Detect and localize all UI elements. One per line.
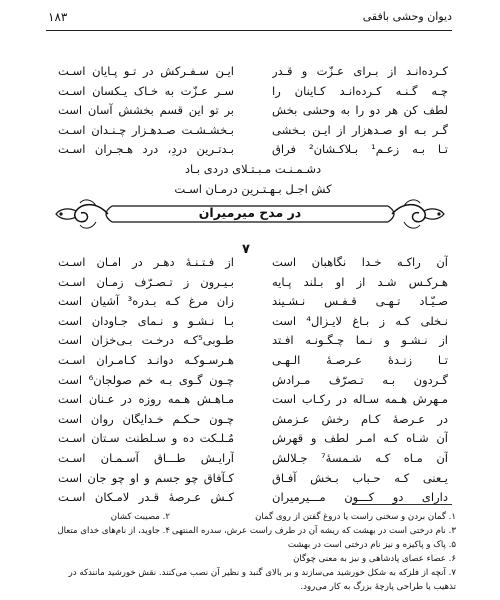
verse-row (58, 312, 448, 332)
hemistich-right: نـخلی کـه ز بـاغ لایـزال⁴ است (272, 313, 448, 328)
closing-hemistich: دشـمـنـت مـبـتـلای دردی بـاد (184, 161, 322, 176)
verse-row (58, 390, 448, 410)
footnote: ۶. عصاء عصای پادشاهی و نیز به معنی چوگان (293, 554, 456, 564)
verse-row (58, 253, 448, 273)
verse-row (58, 410, 448, 430)
verse-row (58, 121, 448, 141)
verse-row (58, 292, 448, 312)
hemistich-right: صـیّـاد تـهـی قـفـس نـشـیند (272, 294, 448, 309)
footnote: ۵. پاک و پاکیزه و نیز نام درختی است در بهشت (287, 540, 456, 550)
hemistich-right: تـا بـه زعـم¹ بـلاکـشان² فراق (272, 142, 448, 157)
section-banner (52, 197, 448, 231)
hemistich-right: لطف کن هر دو را به وحشی بخش (272, 103, 448, 118)
footnote: ۴. جاوید، از نام‌های خدای متعال (57, 526, 170, 536)
verse-row (58, 449, 448, 469)
section-title: در مدح میرمیران (198, 205, 302, 220)
footnote: ۳. نام درختی است در بهشت که ریشه آن در طرف راست عرش، سدره المنتهی (171, 526, 456, 536)
hemistich-left: بـدتـرین دردِ، درد هـجـران اسـت (58, 142, 234, 157)
footnote-row (50, 552, 456, 566)
footnote-long: ۷. آنچه از فلزکه به شکل خورشید می‌سازند و بر بالای گنبد و نظیر آن نصب می‌کنند. نقش خورشید مانندکه در تذهیب یا طراحی پارچهٔ بزرگ به کار می‌رود. (68, 568, 456, 592)
verse-row (58, 371, 448, 391)
verse-row (58, 273, 448, 293)
hemistich-left: بر تو این قسم بخشش آسان است (58, 103, 234, 118)
footnotes (50, 510, 456, 594)
hemistich-left: بـیـرون ز تـصـرّف زمـان اسـت (58, 274, 234, 289)
hemistich-right: آن راکـه خـدا نگاهبان است (272, 255, 448, 269)
hemistich-right: مـهرش هـمه سـاله در رکـاب است (272, 392, 448, 407)
hemistich-left: زان مرغ کـه بـدره³ آشیان است (58, 294, 234, 309)
hemistich-left: چـون حـکـم خـدایگان روان است (58, 411, 234, 426)
footnote-row (50, 524, 456, 538)
hemistich-right: از نـشـو و نـما چـگـونـه افـتد (272, 333, 448, 348)
hemistich-right: آن مـاه کـه شـمسهٔ⁷ جـلالش (272, 450, 448, 465)
hemistich-left: ایـن سـفـرکش در تـو پـایان اسـت (58, 64, 234, 78)
verse-row (58, 82, 448, 102)
hemistich-right: گـر بـه او صـدهزار از ایـن بـخشی (272, 122, 448, 137)
footnote-row (50, 538, 456, 552)
footnote: ۲. مصیبت کشان (110, 512, 170, 522)
hemistich-left: مـاهـش هـمه روزه در عـنان است (58, 392, 234, 407)
footnote-divider (352, 504, 452, 505)
hemistich-left: بـا نـشـو و نـمای جـاودان است (58, 313, 234, 328)
poem-verses (58, 253, 448, 508)
page-number: ۱۸۳ (48, 10, 68, 24)
verse-row (58, 429, 448, 449)
header-divider (46, 30, 452, 31)
verse-row (58, 62, 448, 82)
hemistich-right: هـرکـس شـد از او بـلند پـایه (272, 274, 448, 289)
top-verses (58, 62, 448, 199)
verse-row (58, 351, 448, 371)
verse-row (58, 331, 448, 351)
hemistich-left: کـآفاق چو جسم و او چو جان است (58, 470, 234, 485)
hemistich-left: کـش عـرصهٔ قـدر لامـکان اسـت (58, 490, 234, 505)
hemistich-left: مُـلـکت ده و سـلطنت سـتان اسـت (58, 431, 234, 446)
verse-row (58, 140, 448, 160)
hemistich-right: یـعنی کـه حـباب بـخش آفـاق (272, 470, 448, 485)
verse-row (58, 469, 448, 489)
poem-number: ۷ (242, 242, 250, 257)
closing-hemistich: کش اجـل بـهـتـرین درمـان اسـت (174, 181, 332, 196)
hemistich-right: آن شـاه کـه امـر لطف و قهرش (272, 431, 448, 446)
hemistich-left: سـر عـزّت به خـاک یـکسان اسـت (58, 83, 234, 98)
hemistich-left: بـخشـشـت صـدهـزار چـنـدان اسـت (58, 122, 234, 137)
footnote: ۱. گمان بردن و سخنی راست یا دروغ گفتن از روی گمان (255, 512, 456, 522)
hemistich-left: طـوبی⁵کـه درخـت بـی‌خزان است (58, 333, 234, 348)
hemistich-right: گـردون بـه تـصرّف مـرادش (272, 372, 448, 387)
hemistich-left: هـرسـوکـه دوانـد کـامـران اسـت (58, 352, 234, 367)
footnote-row (50, 510, 456, 524)
hemistich-right: دارای دو کـــون مـــیرمیران (272, 490, 448, 505)
verse-row (58, 101, 448, 121)
hemistich-left: از فـتـنـهٔ دهـر در امـان اسـت (58, 255, 234, 269)
hemistich-right: چـه گـنـه کـرده‌انـد کـاینان را (272, 83, 448, 98)
hemistich-right: در عـرصهٔ کـام رخش عـزمش (272, 411, 448, 426)
hemistich-right: کـرده‌انـد از بـرای عـزّت و قـدر (272, 64, 448, 78)
hemistich-right: تـا زنـدهٔ عـرصـهٔ الـهـی (272, 352, 448, 367)
hemistich-left: چـون گـوی بـه خم صولجان⁶ است (58, 372, 234, 387)
hemistich-left: آرایـش طـــاق آسـمـان اسـت (58, 450, 234, 465)
book-title: دیوان وحشی بافقی (362, 10, 452, 23)
